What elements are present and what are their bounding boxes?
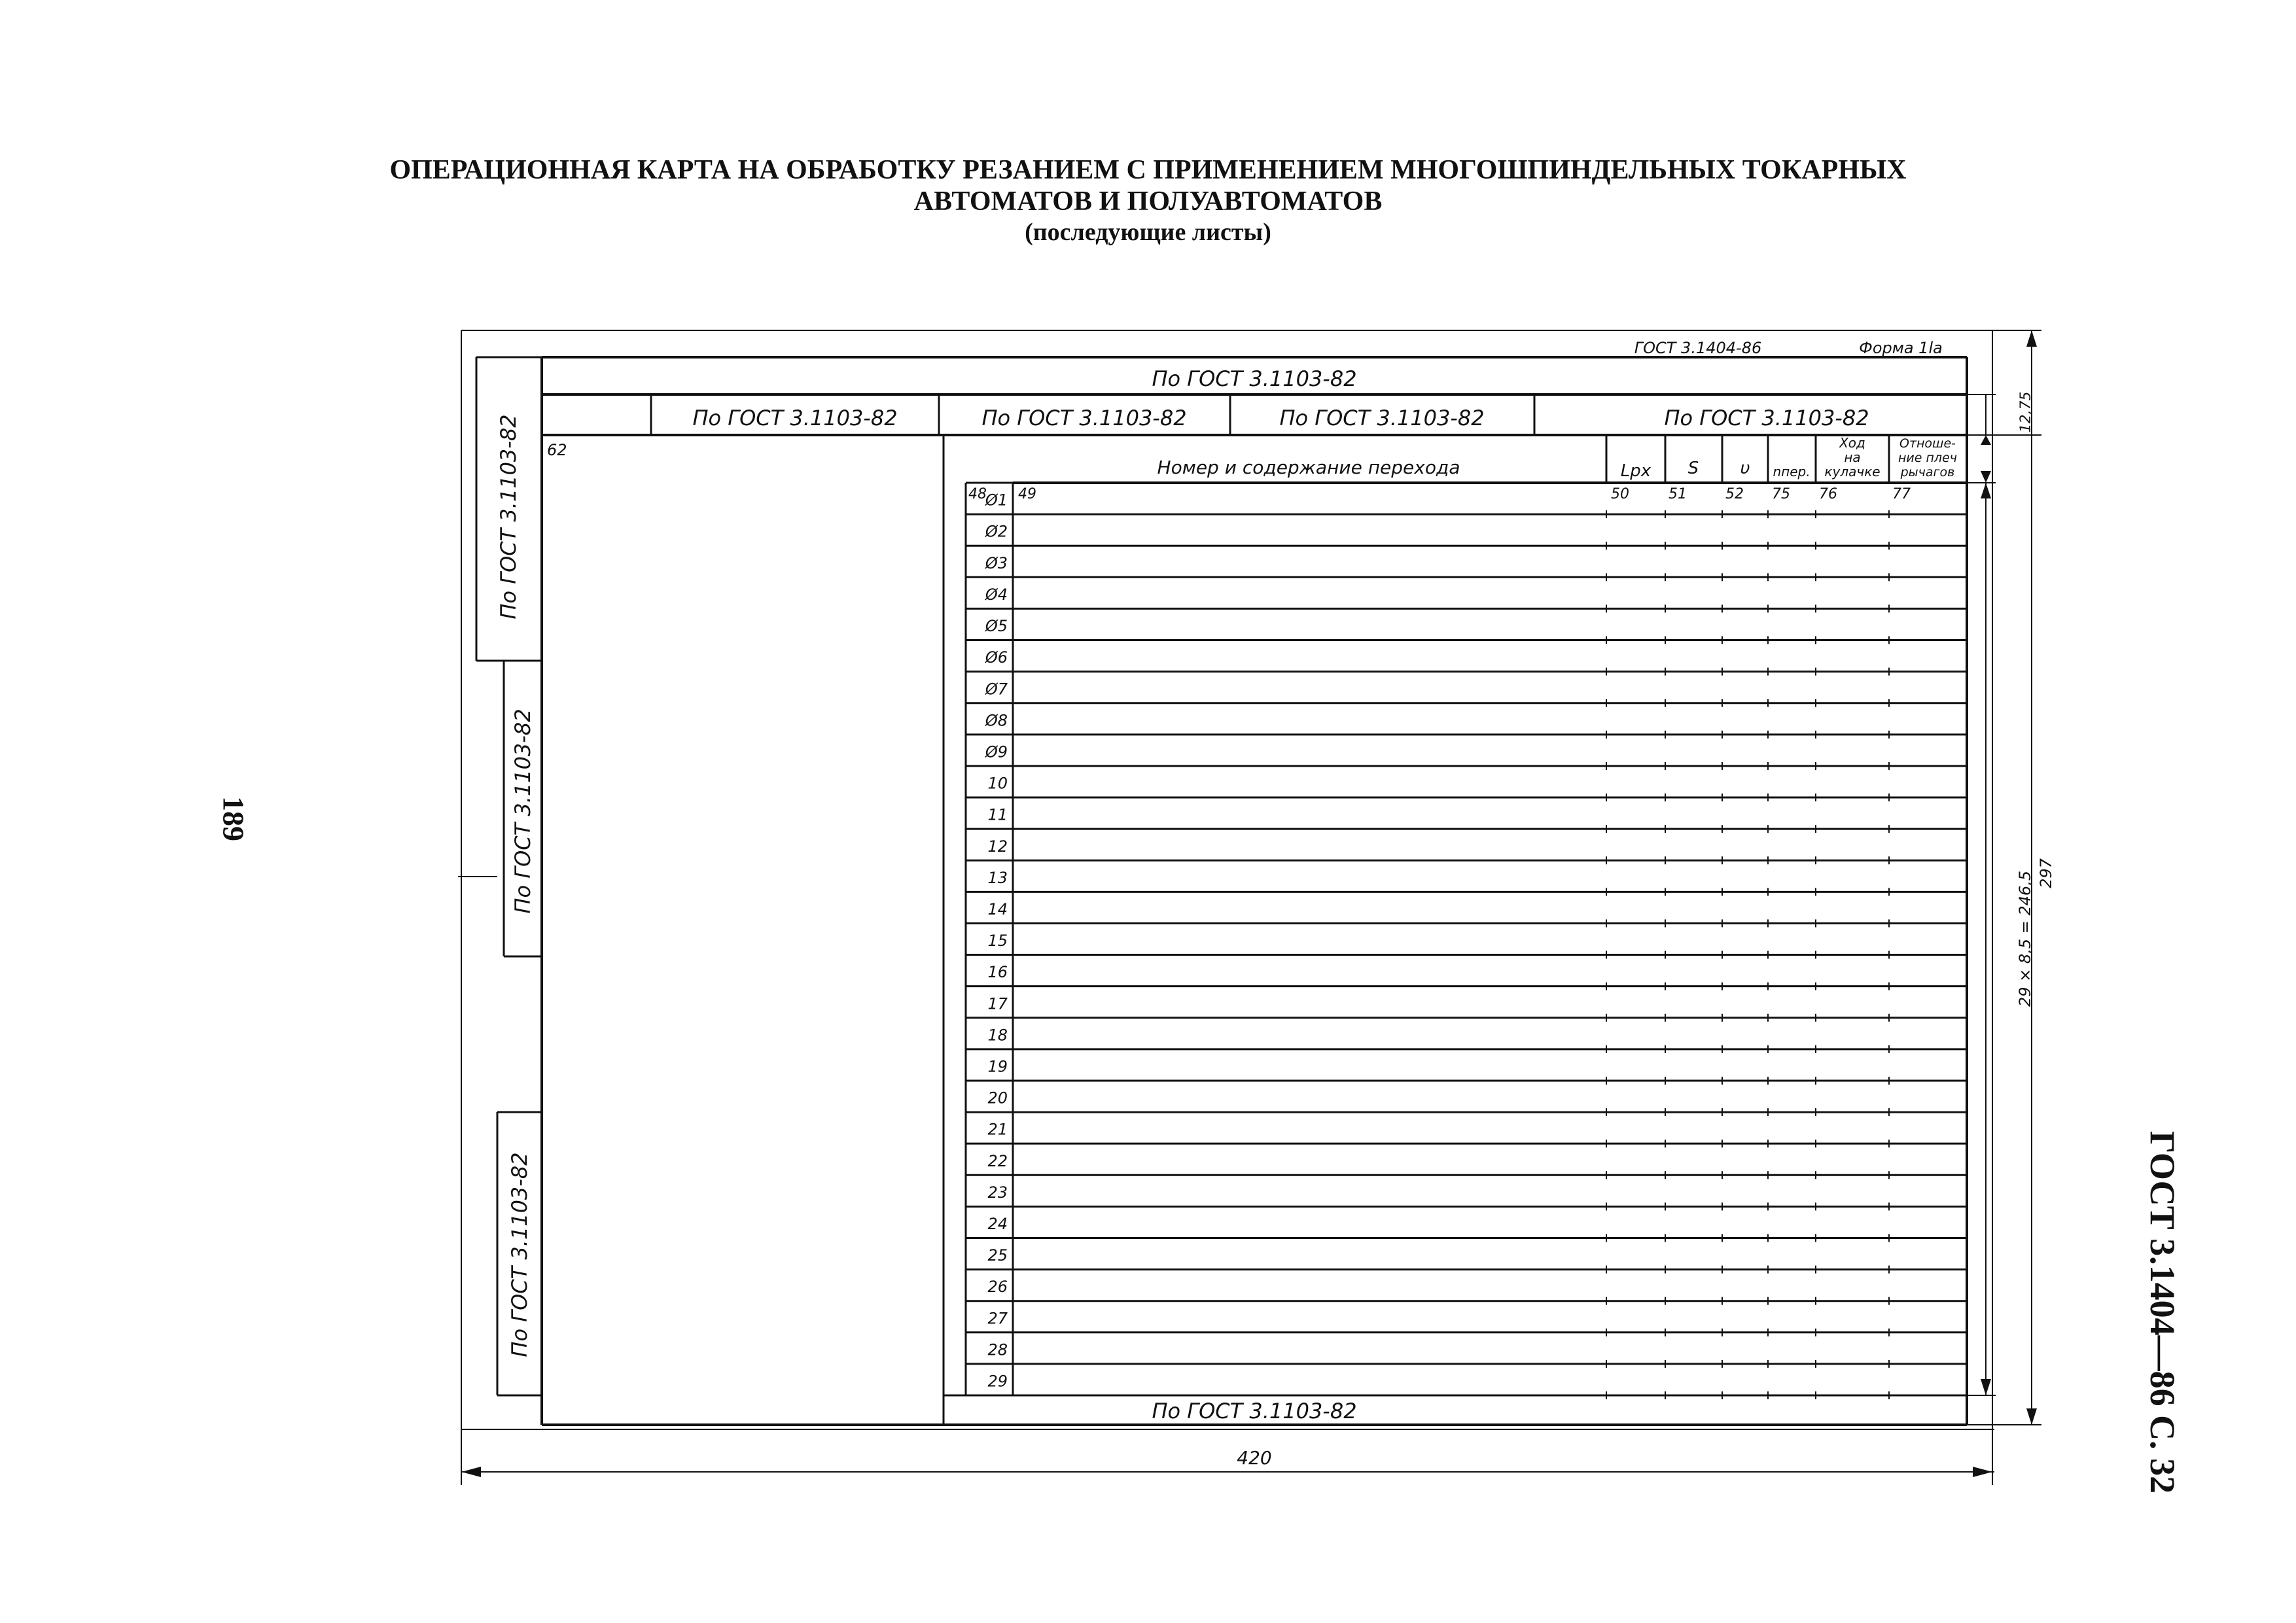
form-grid <box>458 330 2041 1485</box>
document-title-line2: АВТОМАТОВ И ПОЛУАВТОМАТОВ <box>913 186 1383 217</box>
dim-arrow <box>1981 435 1991 445</box>
dim-arrow <box>1981 1379 1991 1395</box>
dim-arrow <box>2026 330 2037 347</box>
col-header-lpx: Lpx <box>1620 461 1651 481</box>
column-number-50: 50 <box>1611 486 1629 502</box>
row-number-27: 27 <box>987 1309 1008 1328</box>
row-number-05: Ø5 <box>985 617 1008 636</box>
header-ref-cell-4: По ГОСТ 3.1103-82 <box>1664 406 1869 430</box>
row-number-24: 24 <box>987 1215 1008 1234</box>
side-ref-box-2-text: По ГОСТ 3.1103-82 <box>510 708 535 914</box>
row-number-25: 25 <box>987 1246 1008 1265</box>
header-ref-cell-3: По ГОСТ 3.1103-82 <box>1279 406 1485 430</box>
dim-arrow <box>461 1467 481 1477</box>
column-number-52: 52 <box>1725 486 1744 502</box>
row-number-04: Ø4 <box>985 585 1008 604</box>
row-number-26: 26 <box>987 1278 1008 1297</box>
row-number-10: 10 <box>987 774 1008 793</box>
form-number-label: Форма 1la <box>1859 339 1943 357</box>
row-number-11: 11 <box>987 805 1008 824</box>
row-number-02: Ø2 <box>985 522 1008 541</box>
col-header-v: υ <box>1740 459 1750 478</box>
dimension-297: 297 <box>2037 858 2055 888</box>
column-number-48: 48 <box>968 486 987 502</box>
dimension-rows: 29 × 8,5 = 246,5 <box>2016 870 2034 1007</box>
col-header-ratio: Отноше- <box>1899 436 1956 451</box>
dimension-1275: 12,75 <box>2018 391 2034 433</box>
row-number-23: 23 <box>987 1183 1008 1202</box>
field-62-label: 62 <box>547 441 567 459</box>
col-header-nper: nпер. <box>1773 464 1810 480</box>
header-ref-cell-1: По ГОСТ 3.1103-82 <box>692 406 898 430</box>
standard-reference: ГОСТ 3.1404—86 С. 32 <box>2143 1130 2182 1494</box>
col-header-hod: на <box>1844 449 1861 465</box>
row-number-17: 17 <box>987 994 1008 1013</box>
footer-ref: По ГОСТ 3.1103-82 <box>1152 1399 1357 1423</box>
dim-arrow <box>1981 483 1991 498</box>
dim-arrow <box>1973 1467 1992 1477</box>
row-number-07: Ø7 <box>985 680 1008 699</box>
row-number-15: 15 <box>987 932 1008 951</box>
row-number-21: 21 <box>987 1120 1008 1139</box>
dimension-420: 420 <box>1237 1447 1272 1469</box>
column-number-76: 76 <box>1819 486 1837 502</box>
col-header-hod: Ход <box>1839 435 1865 451</box>
row-number-19: 19 <box>987 1057 1008 1076</box>
document-title-line1: ОПЕРАЦИОННАЯ КАРТА НА ОБРАБОТКУ РЕЗАНИЕМ С ПРИМЕНЕНИЕМ МНОГОШПИНДЕЛЬНЫХ ТОКАРНЫХ <box>389 155 1907 185</box>
side-ref-box-3-text: По ГОСТ 3.1103-82 <box>507 1152 532 1357</box>
col-header-ratio: ние плеч <box>1898 451 1957 465</box>
row-number-01: Ø1 <box>985 491 1008 510</box>
document-subtitle: (последующие листы) <box>1025 218 1271 246</box>
header-ref-cell-2: По ГОСТ 3.1103-82 <box>981 406 1187 430</box>
col-header-content: Номер и содержание перехода <box>1157 457 1460 478</box>
row-number-03: Ø3 <box>985 553 1008 572</box>
row-number-08: Ø8 <box>985 711 1008 730</box>
row-number-16: 16 <box>987 963 1008 982</box>
column-number-77: 77 <box>1892 486 1911 502</box>
side-ref-box-1-text: По ГОСТ 3.1103-82 <box>496 414 521 620</box>
col-header-ratio: рычагов <box>1900 465 1955 480</box>
row-number-12: 12 <box>987 837 1008 856</box>
row-number-20: 20 <box>987 1089 1008 1108</box>
row-number-28: 28 <box>987 1340 1008 1359</box>
row-number-29: 29 <box>987 1372 1008 1391</box>
form-standard-label: ГОСТ 3.1404-86 <box>1634 339 1762 357</box>
row-number-09: Ø9 <box>985 742 1008 761</box>
row-number-14: 14 <box>987 899 1008 918</box>
column-number-49: 49 <box>1018 486 1036 502</box>
row-number-18: 18 <box>987 1026 1008 1045</box>
column-number-75: 75 <box>1772 486 1790 502</box>
dim-arrow <box>1981 471 1991 483</box>
row-number-06: Ø6 <box>985 648 1008 667</box>
col-header-hod: кулачке <box>1824 464 1881 480</box>
row-number-22: 22 <box>987 1151 1008 1170</box>
col-header-s: S <box>1687 459 1699 478</box>
row-number-13: 13 <box>987 868 1008 887</box>
page-number: 189 <box>217 796 251 841</box>
header-ref-top: По ГОСТ 3.1103-82 <box>1152 366 1357 391</box>
column-number-51: 51 <box>1669 486 1687 502</box>
dim-arrow <box>2026 1408 2037 1425</box>
form-labels <box>496 339 2055 1469</box>
